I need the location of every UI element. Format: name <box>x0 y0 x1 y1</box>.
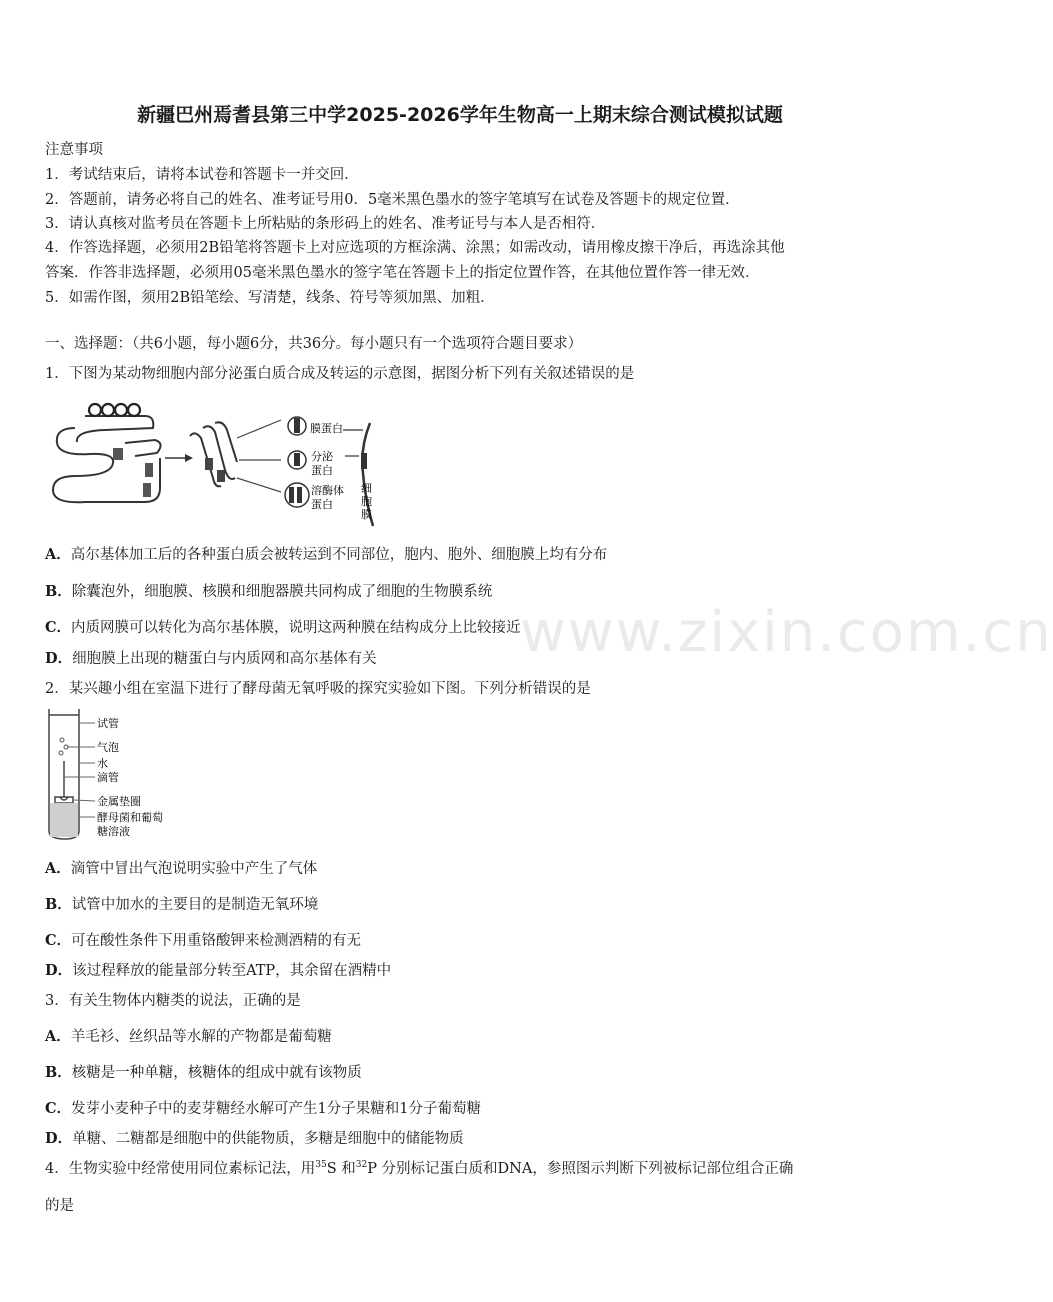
question-3-stem: 3．有关生物体内糖类的说法，正确的是 <box>45 993 301 1009</box>
page-title: 新疆巴州焉耆县第三中学2025-2026学年生物高一上期末综合测试模拟试题 <box>137 104 783 126</box>
option-item: A．高尔基体加工后的各种蛋白质会被转运到不同部位，胞内、胞外、细胞膜上均有分布 <box>45 546 608 563</box>
figure-label: 膜蛋白 <box>310 422 343 435</box>
figure-label: 水 <box>97 757 108 770</box>
section-heading: 一、选择题：（共6小题，每小题6分，共36分。每小题只有一个选项符合题目要求） <box>45 336 583 352</box>
figure-label: 气泡 <box>97 741 119 754</box>
notice-item: 答案．作答非选择题，必须用05毫米黑色墨水的签字笔在答题卡上的指定位置作答，在其他位置作答一律无效． <box>45 265 760 281</box>
option-item: B．核糖是一种单糖，核糖体的组成中就有该物质 <box>45 1064 362 1081</box>
figure-label: 试管 <box>97 717 119 730</box>
figure-label: 蛋白 <box>311 464 333 477</box>
figure-label: 金属垫圈 <box>97 795 141 808</box>
figure-label: 胞 <box>361 495 372 508</box>
question-2-stem: 2．某兴趣小组在室温下进行了酵母菌无氧呼吸的探究实验如下图。下列分析错误的是 <box>45 681 591 697</box>
question-1-stem: 1．下图为某动物细胞内部分泌蛋白质合成及转运的示意图，据图分析下列有关叙述错误的是 <box>45 366 635 382</box>
figure-label: 糖溶液 <box>97 825 130 838</box>
option-item: C．内质网膜可以转化为高尔基体膜，说明这两种膜在结构成分上比较接近 <box>45 619 521 636</box>
notice-item: 4．作答选择题，必须用2B铅笔将答题卡上对应选项的方框涂满、涂黑；如需改动，请用橡皮擦干净后，再选涂其他 <box>45 240 785 256</box>
option-item: D．单糖、二糖都是细胞中的供能物质，多糖是细胞中的储能物质 <box>45 1130 464 1147</box>
question-4-stem-continued: 的是 <box>45 1198 74 1214</box>
option-item: B．除囊泡外，细胞膜、核膜和细胞器膜共同构成了细胞的生物膜系统 <box>45 583 493 600</box>
protein-transport-figure <box>45 398 390 528</box>
notice-item: 3．请认真核对监考员在答题卡上所粘贴的条形码上的姓名、准考证号与本人是否相符． <box>45 216 606 232</box>
figure-label: 酵母菌和葡萄 <box>97 811 163 824</box>
option-item: A．滴管中冒出气泡说明实验中产生了气体 <box>45 860 318 877</box>
option-item: D．细胞膜上出现的糖蛋白与内质网和高尔基体有关 <box>45 650 377 667</box>
option-item: B．试管中加水的主要目的是制造无氧环境 <box>45 896 319 913</box>
option-item: D．该过程释放的能量部分转至ATP，其余留在酒精中 <box>45 962 392 979</box>
figure-label: 溶酶体 <box>311 484 344 497</box>
option-item: A．羊毛衫、丝织品等水解的产物都是葡萄糖 <box>45 1028 332 1045</box>
figure-label: 蛋白 <box>311 498 333 511</box>
option-item: C．发芽小麦种子中的麦芽糖经水解可产生1分子果糖和1分子葡萄糖 <box>45 1100 481 1117</box>
figure-label: 分泌 <box>311 450 333 463</box>
fermentation-tube-figure <box>45 705 185 843</box>
figure-label: 膜 <box>361 508 372 521</box>
figure-label: 细 <box>361 482 372 495</box>
watermark: www.zixin.com.cn <box>520 600 1053 665</box>
figure-label: 滴管 <box>97 771 119 784</box>
notice-item: 2．答题前，请务必将自己的姓名、准考证号用0．5毫米黑色墨水的签字笔填写在试卷及答题卡的规定位置． <box>45 192 740 208</box>
notice-item: 5．如需作图，须用2B铅笔绘、写清楚，线条、符号等须加黑、加粗． <box>45 290 495 306</box>
notice-heading: 注意事项 <box>45 142 103 158</box>
option-item: C．可在酸性条件下用重铬酸钾来检测酒精的有无 <box>45 932 362 949</box>
notice-item: 1．考试结束后，请将本试卷和答题卡一并交回． <box>45 167 359 183</box>
question-4-stem: 4．生物实验中经常使用同位素标记法，用$^{35}$S 和$^{32}$P 分别标记蛋白质和DNA，参照图示判断下列被标记部位组合正确 <box>45 1160 794 1177</box>
